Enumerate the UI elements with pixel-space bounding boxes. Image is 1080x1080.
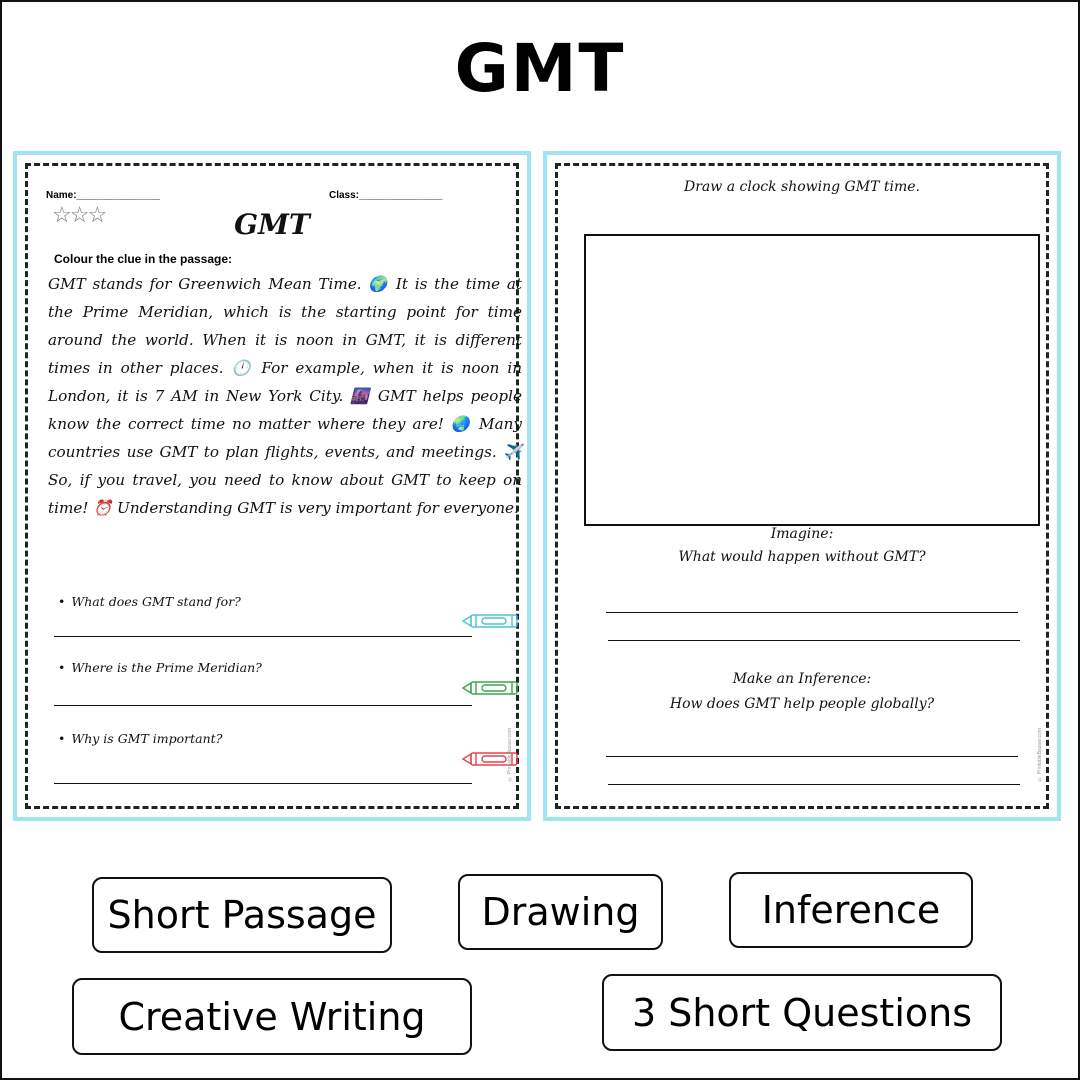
imagine-question: What would happen without GMT? [678, 549, 926, 565]
answer-line[interactable] [606, 756, 1018, 757]
worksheet-passage-page [13, 151, 531, 821]
question-2: • Where is the Prime Meridian? [58, 660, 262, 675]
crayon-icon [462, 751, 522, 767]
question-1: • What does GMT stand for? [58, 594, 241, 609]
page-title: GMT [454, 30, 626, 107]
imagine-label: Imagine: [770, 526, 834, 542]
answer-line[interactable] [608, 784, 1020, 785]
question-1-text: What does GMT stand for? [71, 594, 241, 609]
class-field-label: Class:_______________ [329, 190, 443, 201]
watermark: © PrintableBazaar.com [507, 728, 513, 782]
tag-inference: Inference [729, 872, 973, 948]
watermark: © PrintableBazaar.com [1037, 728, 1043, 782]
inference-question: How does GMT help people globally? [669, 696, 935, 712]
question-3: • Why is GMT important? [58, 731, 223, 746]
crayon-icon [462, 680, 522, 696]
answer-line[interactable] [608, 640, 1020, 641]
dashed-border [25, 163, 522, 809]
tag-creative-writing: Creative Writing [72, 978, 472, 1055]
drawing-box[interactable] [584, 234, 1040, 526]
tag-3-short-questions: 3 Short Questions [602, 974, 1002, 1051]
question-3-text: Why is GMT important? [71, 731, 223, 746]
rating-stars-icon: ☆☆☆ [52, 202, 106, 227]
answer-line-2[interactable] [54, 705, 472, 706]
tag-short-passage: Short Passage [92, 877, 392, 953]
draw-prompt: Draw a clock showing GMT time. [684, 179, 920, 195]
answer-line-1[interactable] [54, 636, 472, 637]
dashed-border [555, 163, 1049, 809]
inference-label: Make an Inference: [732, 671, 872, 687]
question-2-text: Where is the Prime Meridian? [71, 660, 262, 675]
worksheet-title: GMT [234, 208, 310, 241]
answer-line[interactable] [606, 612, 1018, 613]
instruction-text: Colour the clue in the passage: [54, 252, 233, 266]
name-field-label: Name:_______________ [46, 190, 160, 201]
answer-line-3[interactable] [54, 783, 472, 784]
reading-passage: GMT stands for Greenwich Mean Time. 🌍 It is the time at the Prime Meridian, which is the starting point for time around the world. When it is noon in GMT, it is different times in other places. 🕛 For example, when it is noon in London, it is 7 AM in New York City. 🌆 GMT helps people know the correct time no matter where they are! 🌏 Many countries use GMT to plan flights, events, and meetings. ✈️ So, if you travel, you need to know about GMT to keep on time! ⏰ Understanding GMT is very important for everyone. [48, 275, 522, 517]
crayon-icon [462, 613, 522, 629]
worksheet-activity-page [543, 151, 1061, 821]
tag-drawing: Drawing [458, 874, 663, 950]
